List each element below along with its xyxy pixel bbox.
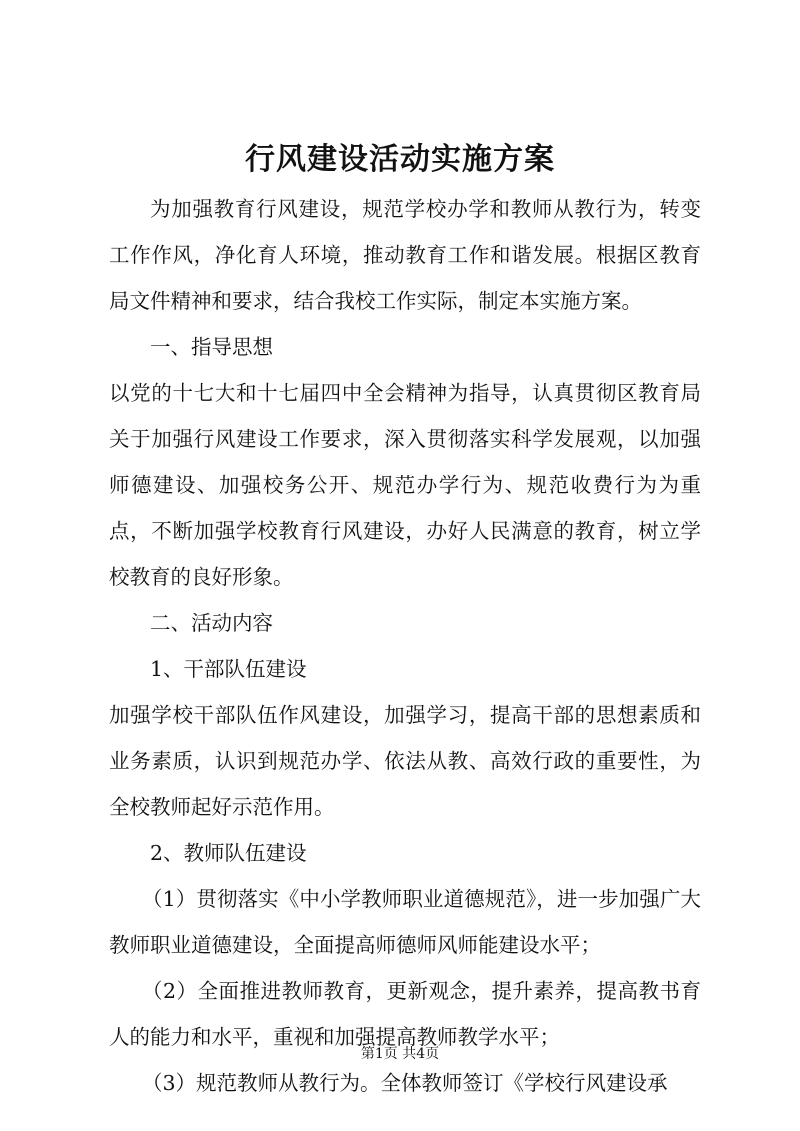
teacher-item-2: （2）全面推进教师教育，更新观念，提升素养，提高教书育人的能力和水平，重视和加强提高教师教学水平； <box>109 979 701 1049</box>
page-number-footer: 第1页 共4页 <box>360 1046 440 1062</box>
document-body <box>109 186 701 1106</box>
document-title: 行风建设活动实施方案 <box>245 142 555 177</box>
guiding-ideology-paragraph: 以党的十七大和十七届四中全会精神为指导，认真贯彻区教育局关于加强行风建设工作要求，深入贯彻落实科学发展观，以加强师德建设、加强校务公开、规范办学行为、规范收费行为为重点，不断加强学校教育行风建设，办好人民满意的教育，树立学校教育的良好形象。 <box>109 381 701 589</box>
subheading-teacher-team: 2、教师队伍建设 <box>150 841 307 865</box>
subheading-cadre-team: 1、干部队伍建设 <box>150 657 307 681</box>
teacher-item-1: （1）贯彻落实《中小学教师职业道德规范》，进一步加强广大教师职业道德建设，全面提高师德师风师能建设水平； <box>109 887 701 957</box>
cadre-team-paragraph: 加强学校干部队伍作风建设，加强学习，提高干部的思想素质和业务素质，认识到规范办学、依法从教、高效行政的重要性，为全校教师起好示范作用。 <box>109 703 701 819</box>
section-heading-guiding-ideology: 一、指导思想 <box>150 335 273 359</box>
teacher-item-3: （3）规范教师从教行为。全体教师签订《学校行风建设承 <box>142 1071 668 1095</box>
intro-paragraph: 为加强教育行风建设，规范学校办学和教师从教行为，转变工作作风，净化育人环境，推动教育工作和谐发展。根据区教育局文件精神和要求，结合我校工作实际，制定本实施方案。 <box>109 197 701 313</box>
section-heading-activity-content: 二、活动内容 <box>150 611 273 635</box>
